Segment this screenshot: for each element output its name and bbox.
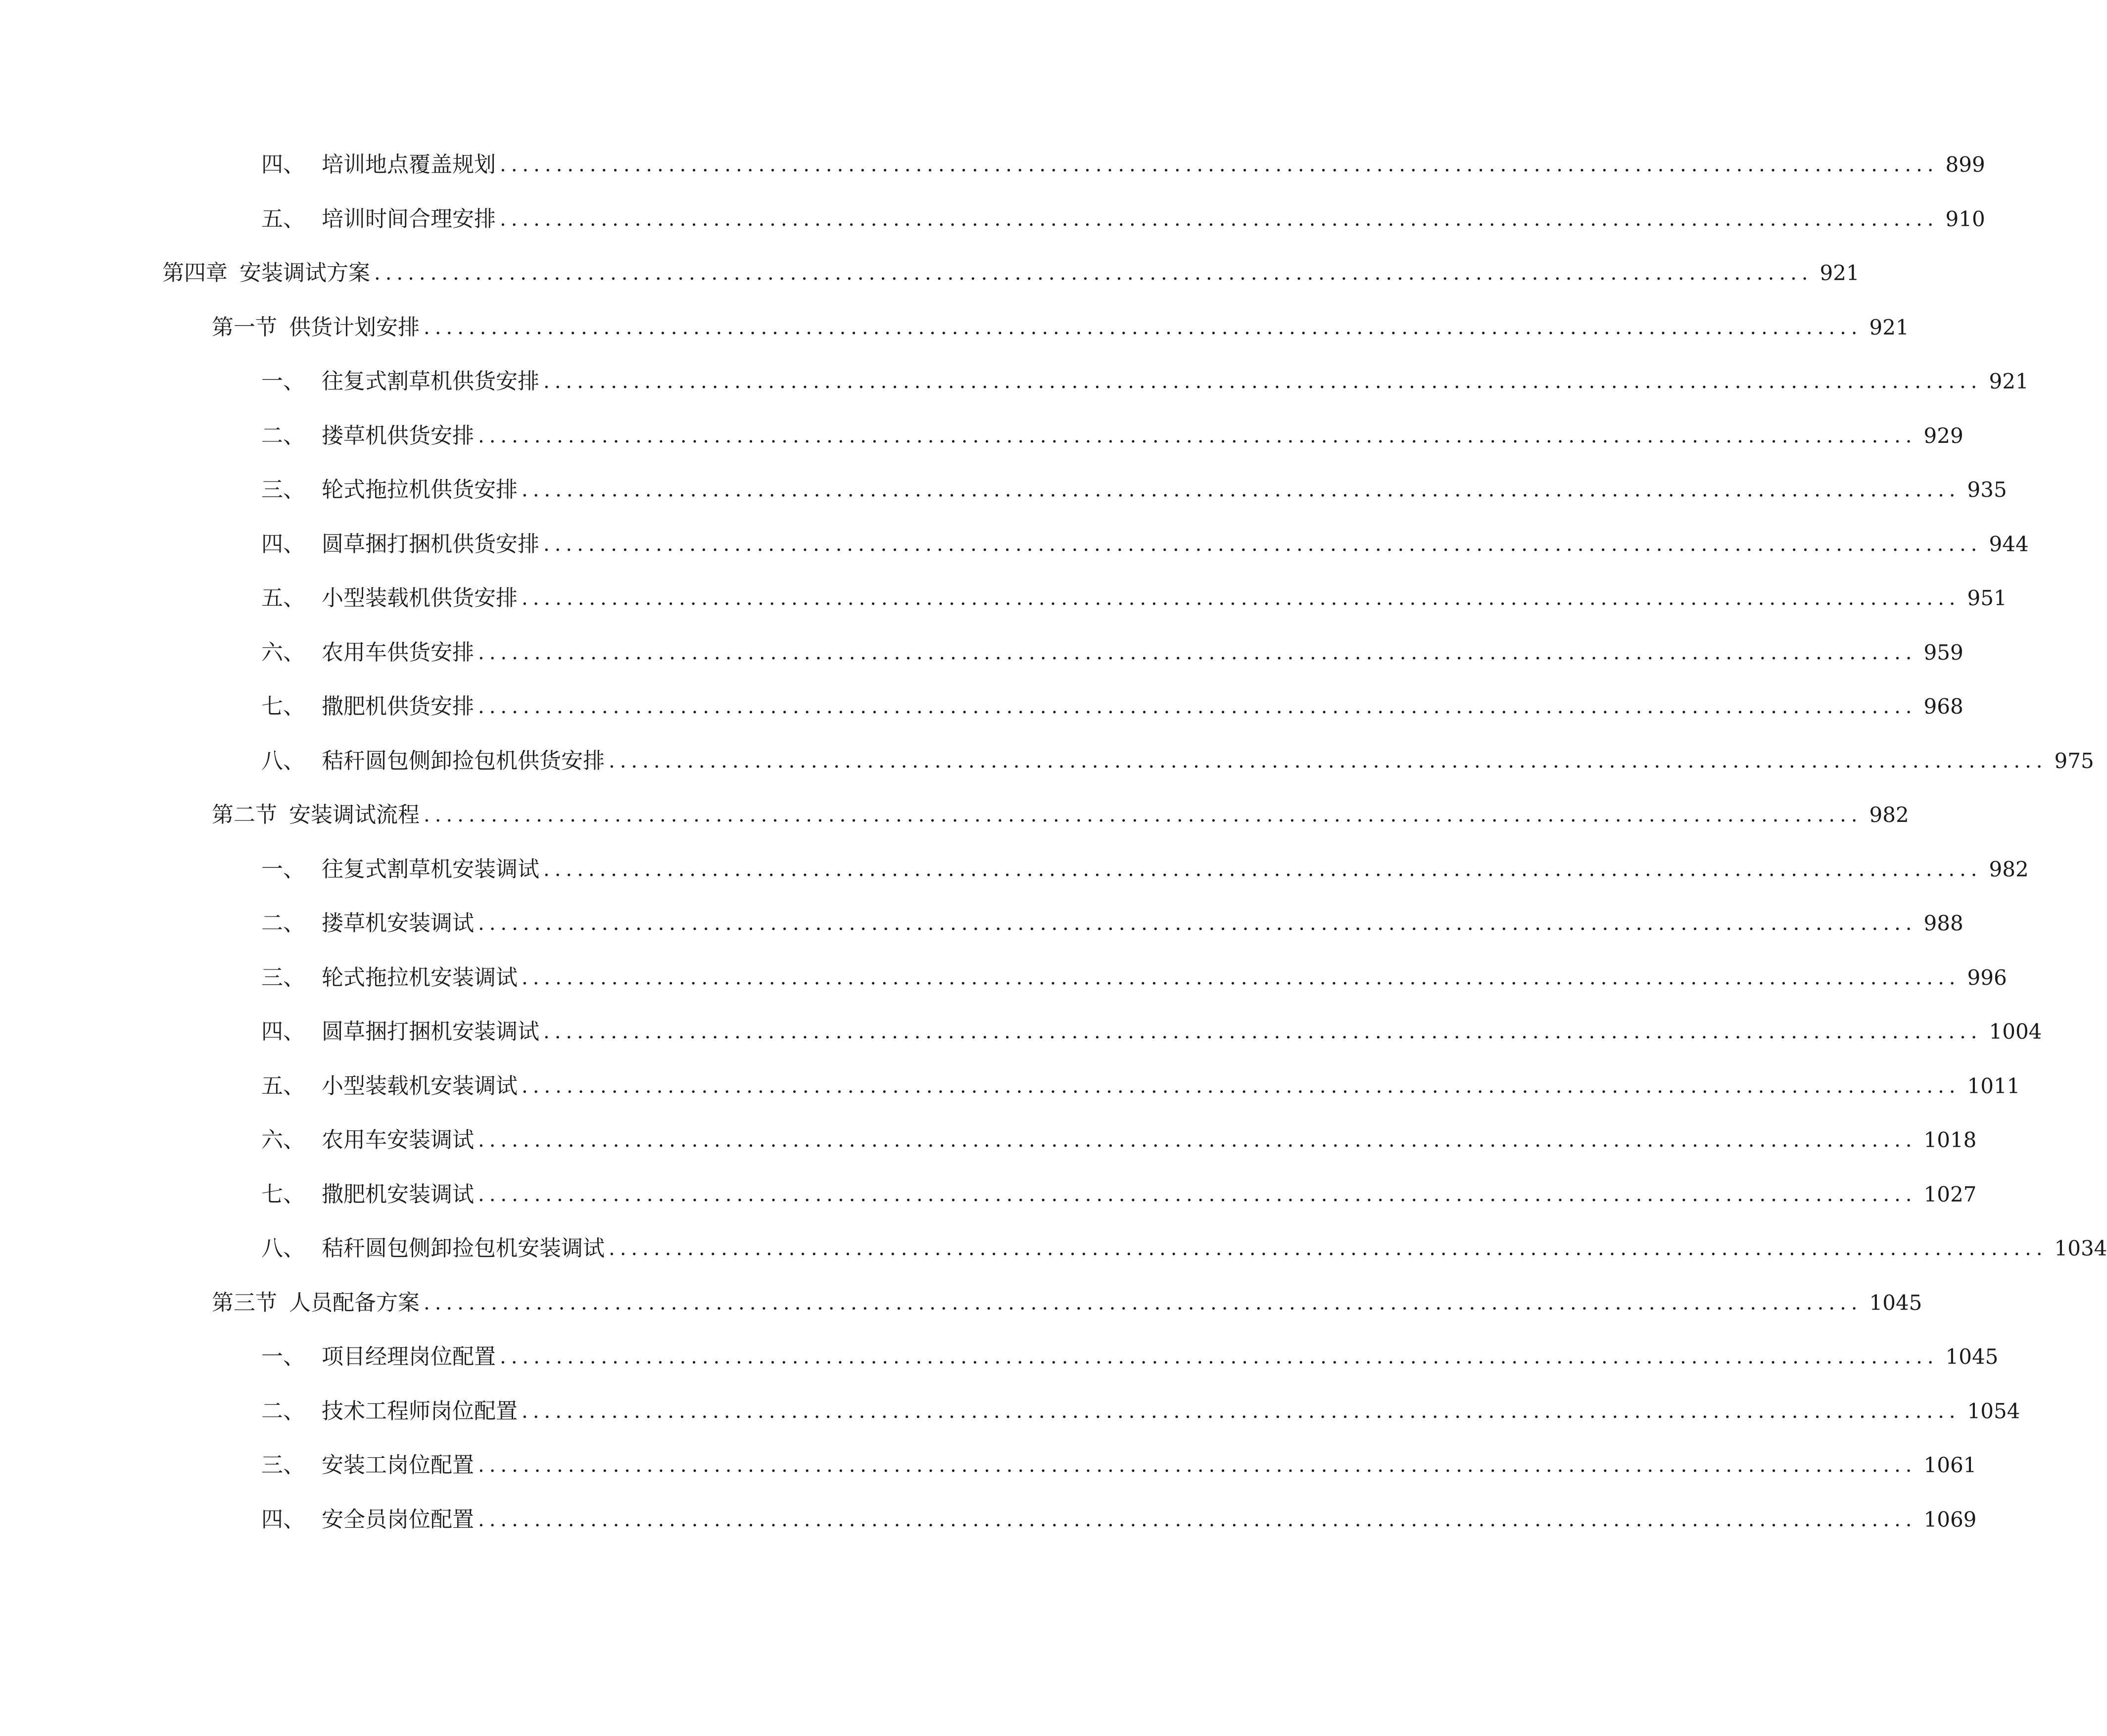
dot-leader: ................................................................................................................................ (478, 1183, 1917, 1206)
toc-entry-marker: 第一节 (212, 315, 277, 340)
toc-entry-page-number: 1045 (1945, 1345, 1999, 1369)
toc-entry[interactable] (261, 419, 1963, 453)
toc-entry-title: 农用车安装调试 (322, 1127, 474, 1153)
dot-leader: ................................................................................................................................ (609, 1237, 2048, 1260)
toc-entry-marker: 六、 (261, 640, 305, 665)
toc-entry[interactable] (261, 906, 1963, 941)
toc-entry-title: 撒肥机供货安排 (322, 694, 474, 719)
toc-entry-page-number: 1011 (1967, 1074, 2020, 1098)
dot-leader: ................................................................................................................................ (522, 587, 1961, 610)
dot-leader: ................................................................................................................................ (424, 316, 1863, 339)
dot-leader: ................................................................................................................................ (500, 153, 1939, 176)
toc-entry-page-number: 944 (1989, 532, 2029, 556)
toc-entry[interactable] (261, 202, 1985, 237)
dot-leader: ................................................................................................................................ (543, 1020, 1982, 1043)
toc-entry-title: 供货计划安排 (289, 315, 420, 340)
toc-entry-marker: 七、 (261, 694, 305, 719)
toc-entry[interactable] (261, 635, 1963, 670)
toc-entry-marker: 二、 (261, 423, 305, 448)
toc-entry-marker: 五、 (261, 585, 305, 611)
toc-entry-page-number: 1034 (2054, 1236, 2107, 1260)
toc-entry-marker: 五、 (261, 206, 305, 232)
toc-entry-page-number: 959 (1923, 640, 1963, 665)
toc-entry-page-number: 921 (1869, 315, 1909, 339)
toc-entry-page-number: 910 (1945, 207, 1985, 231)
dot-leader: ................................................................................................................................ (478, 641, 1917, 664)
toc-entry-title: 安装工岗位配置 (322, 1452, 474, 1478)
toc-entry-title: 搂草机安装调试 (322, 911, 474, 936)
toc-entry-title: 安装调试方案 (239, 260, 370, 286)
toc-entry[interactable] (261, 852, 2029, 887)
toc-entry-title: 撒肥机安装调试 (322, 1182, 474, 1207)
toc-entry-title: 圆草捆打捆机安装调试 (322, 1019, 539, 1044)
toc-entry[interactable] (261, 1069, 2020, 1104)
toc-entry-page-number: 996 (1967, 965, 2007, 990)
toc-entry-marker: 二、 (261, 911, 305, 936)
toc-entry-marker: 一、 (261, 1344, 305, 1369)
dot-leader: ................................................................................................................................ (424, 804, 1863, 826)
toc-entry-marker: 八、 (261, 748, 305, 773)
toc-entry[interactable] (212, 310, 1909, 345)
toc-entry-page-number: 1045 (1869, 1291, 1922, 1315)
toc-entry-marker: 四、 (261, 531, 305, 557)
toc-entry[interactable] (261, 1014, 2042, 1049)
toc-entry-page-number: 988 (1923, 911, 1963, 935)
toc-entry-page-number: 935 (1967, 478, 2007, 502)
toc-entry-page-number: 951 (1967, 586, 2007, 610)
dot-leader: ................................................................................................................................ (543, 858, 1982, 881)
toc-entry-marker: 五、 (261, 1073, 305, 1099)
dot-leader: ................................................................................................................................ (609, 750, 2048, 772)
toc-entry-title: 轮式拖拉机安装调试 (322, 965, 518, 990)
toc-entry-page-number: 1054 (1967, 1399, 2020, 1423)
toc-entry-page-number: 982 (1869, 803, 1909, 827)
dot-leader: ................................................................................................................................ (522, 1075, 1961, 1098)
dot-leader: ................................................................................................................................ (478, 912, 1917, 935)
toc-entry[interactable] (261, 961, 2007, 995)
toc-entry-page-number: 929 (1923, 424, 1963, 448)
toc-entry-page-number: 899 (1945, 152, 1985, 177)
toc-entry-page-number: 968 (1923, 694, 1963, 719)
dot-leader: ................................................................................................................................ (522, 479, 1961, 501)
dot-leader: ................................................................................................................................ (478, 425, 1917, 447)
dot-leader: ................................................................................................................................ (478, 1454, 1917, 1477)
toc-entry[interactable] (261, 527, 2029, 562)
dot-leader: ................................................................................................................................ (522, 1400, 1961, 1423)
toc-entry-marker: 六、 (261, 1127, 305, 1153)
dot-leader: ................................................................................................................................ (500, 208, 1939, 231)
toc-entry[interactable] (261, 1340, 1999, 1374)
toc-entry-title: 秸秆圆包侧卸捡包机供货安排 (322, 748, 605, 773)
toc-entry-title: 秸秆圆包侧卸捡包机安装调试 (322, 1236, 605, 1261)
dot-leader: ................................................................................................................................ (543, 533, 1982, 556)
toc-entry-page-number: 982 (1989, 857, 2029, 881)
toc-entry-marker: 二、 (261, 1398, 305, 1424)
toc-entry[interactable] (261, 1123, 1977, 1157)
toc-entry[interactable] (261, 473, 2007, 507)
dot-leader: ................................................................................................................................ (374, 262, 1813, 285)
toc-entry[interactable] (261, 744, 2094, 778)
toc-entry-page-number: 975 (2054, 749, 2094, 773)
toc-entry-title: 往复式割草机安装调试 (322, 857, 539, 882)
toc-entry-title: 农用车供货安排 (322, 640, 474, 665)
toc-entry-title: 圆草捆打捆机供货安排 (322, 531, 539, 557)
toc-entry-marker: 四、 (261, 1507, 305, 1532)
toc-entry[interactable] (261, 1394, 2020, 1429)
dot-leader: ................................................................................................................................ (478, 1508, 1917, 1531)
toc-entry-title: 小型装载机供货安排 (322, 585, 518, 611)
toc-entry-page-number: 921 (1989, 369, 2029, 393)
toc-entry-marker: 三、 (261, 965, 305, 990)
toc-entry-marker: 一、 (261, 369, 305, 394)
toc-entry-marker: 第二节 (212, 802, 277, 827)
toc-entry-title: 培训地点覆盖规划 (322, 152, 496, 177)
dot-leader: ................................................................................................................................ (478, 1129, 1917, 1152)
toc-entry-page-number: 1027 (1923, 1182, 1977, 1206)
toc-entry-title: 技术工程师岗位配置 (322, 1398, 518, 1424)
toc-entry[interactable] (261, 1502, 1977, 1537)
toc-entry-marker: 三、 (261, 1452, 305, 1478)
toc-entry[interactable] (261, 581, 2007, 616)
toc-entry-page-number: 1018 (1923, 1128, 1977, 1152)
toc-entry-marker: 七、 (261, 1182, 305, 1207)
toc-entry[interactable] (212, 798, 1909, 832)
toc-entry-page-number: 1069 (1923, 1507, 1977, 1532)
toc-entry-title: 安装调试流程 (289, 802, 420, 827)
toc-entry[interactable] (261, 689, 1963, 724)
toc-entry[interactable] (261, 147, 1985, 182)
toc-entry-title: 搂草机供货安排 (322, 423, 474, 448)
toc-entry-marker: 第四章 (162, 260, 228, 286)
toc-entry-page-number: 1004 (1989, 1019, 2042, 1044)
dot-leader: ................................................................................................................................ (543, 370, 1982, 393)
dot-leader: ................................................................................................................................ (500, 1346, 1939, 1368)
dot-leader: ................................................................................................................................ (522, 966, 1961, 989)
toc-entry-marker: 四、 (261, 1019, 305, 1044)
toc-entry-title: 项目经理岗位配置 (322, 1344, 496, 1369)
toc-entry[interactable] (162, 256, 1860, 290)
toc-entry-marker: 四、 (261, 152, 305, 177)
toc-entry-title: 人员配备方案 (289, 1290, 420, 1315)
dot-leader: ................................................................................................................................ (478, 695, 1917, 718)
toc-entry-title: 培训时间合理安排 (322, 206, 496, 232)
toc-entry-marker: 第三节 (212, 1290, 277, 1315)
toc-entry[interactable] (261, 364, 2029, 399)
dot-leader: ................................................................................................................................ (424, 1292, 1863, 1314)
toc-entry-page-number: 1061 (1923, 1453, 1977, 1477)
toc-entry-marker: 八、 (261, 1236, 305, 1261)
toc-entry-title: 往复式割草机供货安排 (322, 369, 539, 394)
toc-entry-title: 轮式拖拉机供货安排 (322, 477, 518, 502)
toc-entry-title: 小型装载机安装调试 (322, 1073, 518, 1099)
toc-entry-title: 安全员岗位配置 (322, 1507, 474, 1532)
toc-entry-page-number: 921 (1820, 261, 1860, 285)
toc-entry[interactable] (261, 1448, 1977, 1483)
toc-entry[interactable] (261, 1177, 1977, 1212)
toc-entry[interactable] (261, 1231, 2107, 1266)
toc-entry-marker: 三、 (261, 477, 305, 502)
toc-entry[interactable] (212, 1286, 1922, 1320)
toc-entry-marker: 一、 (261, 857, 305, 882)
